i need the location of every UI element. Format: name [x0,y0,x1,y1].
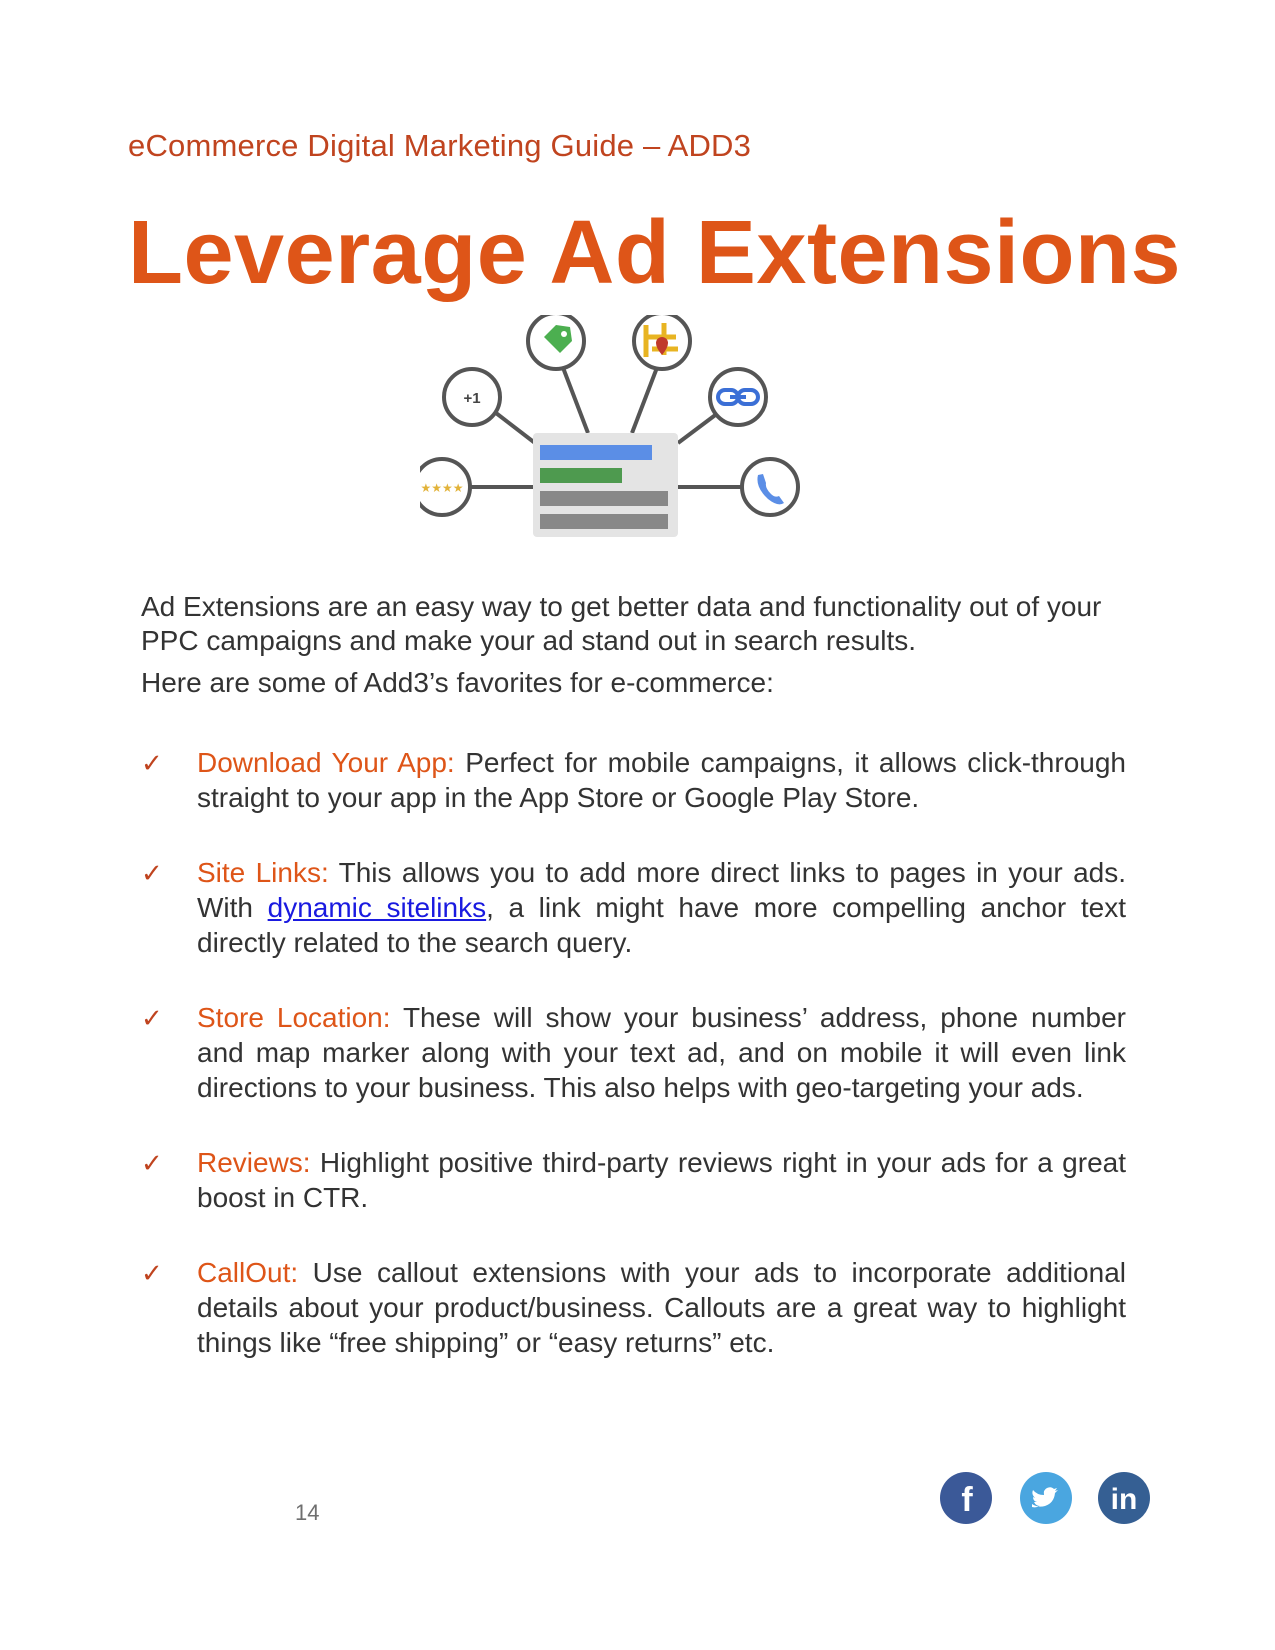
ad-extensions-illustration [420,315,840,575]
ad-extensions-list [141,745,1126,1400]
linkedin-icon [1098,1472,1150,1524]
plus-one-label: +1 [463,390,481,407]
list-item-reviews [141,1145,1126,1215]
checkmark-icon: ✓ [141,858,163,888]
price-tag-icon [528,315,584,369]
list-item-store-location [141,1000,1126,1105]
list-item-term: CallOut: [197,1257,299,1288]
list-item-term: Site Links: [197,857,329,888]
facebook-button[interactable] [940,1472,992,1524]
svg-text:in: in [1110,1483,1138,1516]
link-icon [710,369,766,425]
list-item-term: Download Your App: [197,747,455,778]
plus-one-icon [444,369,500,425]
checkmark-icon: ✓ [141,1148,163,1178]
list-item-text [197,855,1126,960]
list-item-description: These will show your business’ address, phone number and map marker along with your text ad, and on mobile it will even link directions to your business. This also helps with geo-targeting your ads. [197,1002,1126,1103]
list-item-term: Store Location: [197,1002,391,1033]
svg-text:f: f [961,1481,973,1519]
linkedin-button[interactable] [1098,1472,1150,1524]
intro-paragraph: Ad Extensions are an easy way to get better data and functionality out of your PPC campaigns and make your ad stand out in search results. [141,591,1102,656]
list-item-text [197,1145,1126,1215]
list-item-description: Use callout extensions with your ads to incorporate additional details about your product/business. Callouts are a great way to highlight things like “free shipping” or “easy returns” etc. [197,1257,1126,1358]
checkmark-icon: ✓ [141,748,163,778]
list-item-download-app [141,745,1126,815]
facebook-icon [940,1472,992,1524]
ad-listing-icon [533,433,678,537]
checkmark-icon: ✓ [141,1258,163,1288]
intro-favorites-line: Here are some of Add3’s favorites for e-commerce: [141,667,774,698]
checkmark-icon: ✓ [141,1003,163,1033]
stars-rating-icon [420,459,470,515]
map-pin-icon [634,315,690,369]
list-item-description: Highlight positive third-party reviews right in your ads for a great boost in CTR. [197,1147,1126,1213]
phone-icon [742,459,798,515]
list-item-description-continued: , a link might have more compelling anchor text directly related to the search query. [197,892,1126,958]
list-item-site-links [141,855,1126,960]
svg-text:★★★★: ★★★★ [420,481,464,495]
list-item-description: This allows you to add more direct links to pages in your ads. With [197,857,1126,923]
list-item-description: Perfect for mobile campaigns, it allows click-through straight to your app in the App Store or Google Play Store. [197,747,1126,813]
page-title: Leverage Ad Extensions [128,203,1182,303]
list-item-term: Reviews: [197,1147,311,1178]
page-number: 14 [295,1500,320,1525]
list-item-text [197,1255,1126,1360]
list-item-text [197,1000,1126,1105]
dynamic-sitelinks-link[interactable]: dynamic sitelinks [267,892,487,923]
twitter-icon [1020,1472,1072,1524]
list-item-text [197,745,1126,815]
list-item-callout [141,1255,1126,1360]
twitter-button[interactable] [1020,1472,1072,1524]
intro-section [141,590,1126,708]
document-header-title: eCommerce Digital Marketing Guide – ADD3 [128,128,752,163]
